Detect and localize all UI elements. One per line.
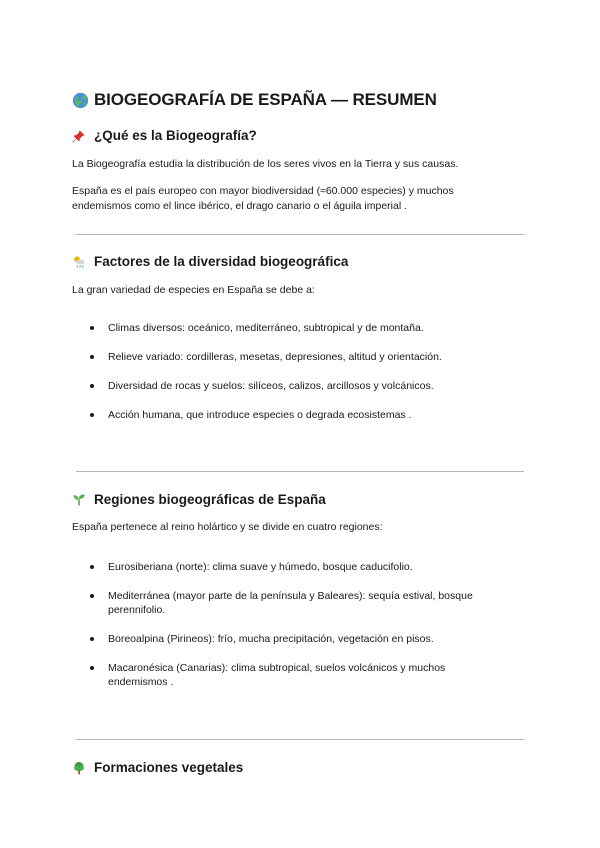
globe-icon	[72, 92, 90, 109]
pushpin-icon	[72, 129, 90, 143]
section-heading-row-4	[72, 760, 243, 775]
section1-paragraph-1: La Biogeografía estudia la distribución de los seres vivos en la Tierra y sus causas.	[72, 158, 459, 170]
divider	[76, 471, 524, 472]
list-item: Relieve variado: cordilleras, mesetas, depresiones, altitud y orientación.	[72, 350, 478, 364]
section-heading-4: Formaciones vegetales	[94, 760, 244, 775]
document-title-row	[72, 90, 437, 110]
list-item: Macaronésica (Canarias): clima subtropical, suelos volcánicos y muchos endemismos .	[72, 661, 478, 689]
list-item: Eurosiberiana (norte): clima suave y húmedo, bosque caducifolio.	[72, 560, 478, 574]
section1-paragraph-2: España es el país europeo con mayor biodiversidad (≈60.000 especies) y muchos endemismos como el lince ibérico, el drago canario o el águila imperial .	[72, 185, 454, 212]
section2-intro: La gran variedad de especies en España se debe a:	[72, 284, 315, 296]
divider	[76, 739, 524, 740]
regions-list	[72, 560, 528, 704]
list-item: Boreoalpina (Pirineos): frío, mucha precipitación, vegetación en pisos.	[72, 632, 478, 646]
seedling-icon	[72, 493, 90, 507]
section3-intro: España pertenece al reino holártico y se divide en cuatro regiones:	[72, 521, 383, 533]
section-heading-3: Regiones biogeográficas de España	[94, 492, 326, 507]
section-heading-2: Factores de la diversidad biogeográfica	[94, 254, 349, 269]
section-heading-row-2	[72, 254, 348, 269]
sun-cloud-rain-icon	[72, 255, 90, 269]
list-item: Diversidad de rocas y suelos: silíceos, calizos, arcillosos y volcánicos.	[72, 379, 478, 393]
list-item: Mediterránea (mayor parte de la península y Baleares): sequía estival, bosque perennifolio.	[72, 589, 478, 617]
section-heading-row-3	[72, 492, 326, 507]
list-item: Acción humana, que introduce especies o degrada ecosistemas .	[72, 408, 478, 422]
section-heading-1: ¿Qué es la Biogeografía?	[94, 128, 257, 143]
list-item: Climas diversos: oceánico, mediterráneo, subtropical y de montaña.	[72, 321, 478, 335]
document-title: BIOGEOGRAFÍA DE ESPAÑA — RESUMEN	[94, 90, 437, 109]
tree-icon	[72, 761, 90, 775]
factors-list	[72, 321, 528, 437]
divider	[76, 234, 524, 235]
section-heading-row-1	[72, 128, 257, 143]
